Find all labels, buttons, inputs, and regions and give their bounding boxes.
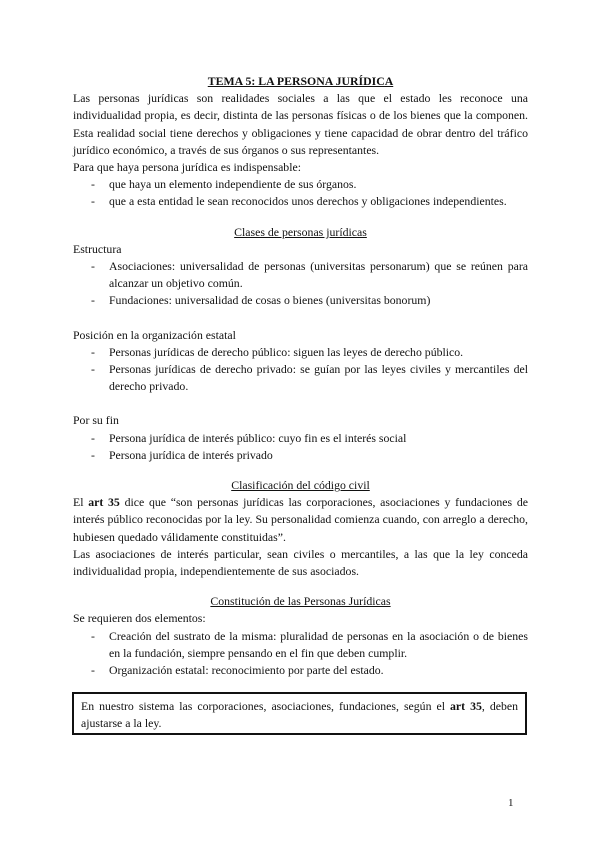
- fin-list: [73, 430, 528, 464]
- requisitos-list: [73, 176, 528, 210]
- page-title: TEMA 5: LA PERSONA JURÍDICA: [207, 74, 394, 88]
- requisitos-intro: Para que haya persona jurídica es indispensable:: [73, 160, 301, 175]
- list-item: - Creación del sustrato de la misma: pluralidad de personas en la asociación o de bienes en la fundación, siempre pensando en el fin que deben cumplir.: [73, 628, 528, 662]
- section-heading-clasificacion: Clasificación del código civil: [231, 478, 370, 493]
- section-heading-constitucion: Constitución de las Personas Jurídicas: [210, 594, 391, 609]
- estructura-list: [73, 258, 528, 310]
- article-reference: art 35: [88, 495, 120, 510]
- clasificacion-paragraph-2: Las asociaciones de interés particular, sean civiles o mercantiles, a las que la ley conceda individualidad propia, independientemente de sus asociados.: [73, 546, 528, 579]
- section-heading-clases: Clases de personas jurídicas: [234, 224, 367, 239]
- list-item: - Personas jurídicas de derecho público: siguen las leyes de derecho público.: [73, 344, 528, 361]
- posicion-list: [73, 344, 528, 396]
- list-item: - Asociaciones: universalidad de personas (universitas personarum) que se reúnen para alcanzar un objetivo común.: [73, 258, 528, 292]
- list-item: - que a esta entidad le sean reconocidos unos derechos y obligaciones independientes.: [73, 193, 528, 210]
- constitucion-list: [73, 628, 528, 680]
- text-run: En nuestro sistema las corporaciones, asociaciones, fundaciones, según el: [81, 699, 450, 713]
- clasificacion-paragraph-1: [73, 494, 528, 546]
- constitucion-intro: Se requieren dos elementos:: [73, 611, 206, 626]
- list-item: - que haya un elemento independiente de sus órganos.: [73, 176, 528, 193]
- posicion-label: Posición en la organización estatal: [73, 327, 236, 342]
- intro-paragraph: Las personas jurídicas son realidades sociales a las que el estado les reconoce una individualidad propia, es decir, distinta de las personas físicas o de los bienes que la componen. Esta realidad social tiene derechos y obligaciones y tiene capacidad de obrar dentro del tráfico jurídico económico, a través de sus órganos o sus representantes.: [73, 91, 528, 157]
- summary-box: [72, 692, 527, 735]
- list-item: - Fundaciones: universalidad de cosas o bienes (universitas bonorum): [73, 292, 528, 309]
- article-reference: art 35: [450, 699, 482, 713]
- list-item: - Persona jurídica de interés público: cuyo fin es el interés social: [73, 430, 528, 447]
- text-run: dice que “son personas jurídicas las corporaciones, asociaciones y fundaciones de interés público reconocidas por la ley. Su personalidad comienza cuando, con arreglo a derecho, hubiesen quedado válidamente constituidas”.: [73, 495, 529, 544]
- list-item: - Organización estatal: reconocimiento por parte del estado.: [73, 662, 528, 679]
- text-run: El: [73, 495, 89, 510]
- page-number: 1: [508, 797, 514, 809]
- text-run: , deben ajustarse a la ley.: [81, 699, 518, 731]
- page-content: [73, 73, 528, 679]
- estructura-label: Estructura: [73, 241, 122, 256]
- list-item: - Persona jurídica de interés privado: [73, 447, 528, 464]
- fin-label: Por su fin: [73, 413, 119, 428]
- list-item: - Personas jurídicas de derecho privado: se guían por las leyes civiles y mercantiles del derecho privado.: [73, 361, 528, 395]
